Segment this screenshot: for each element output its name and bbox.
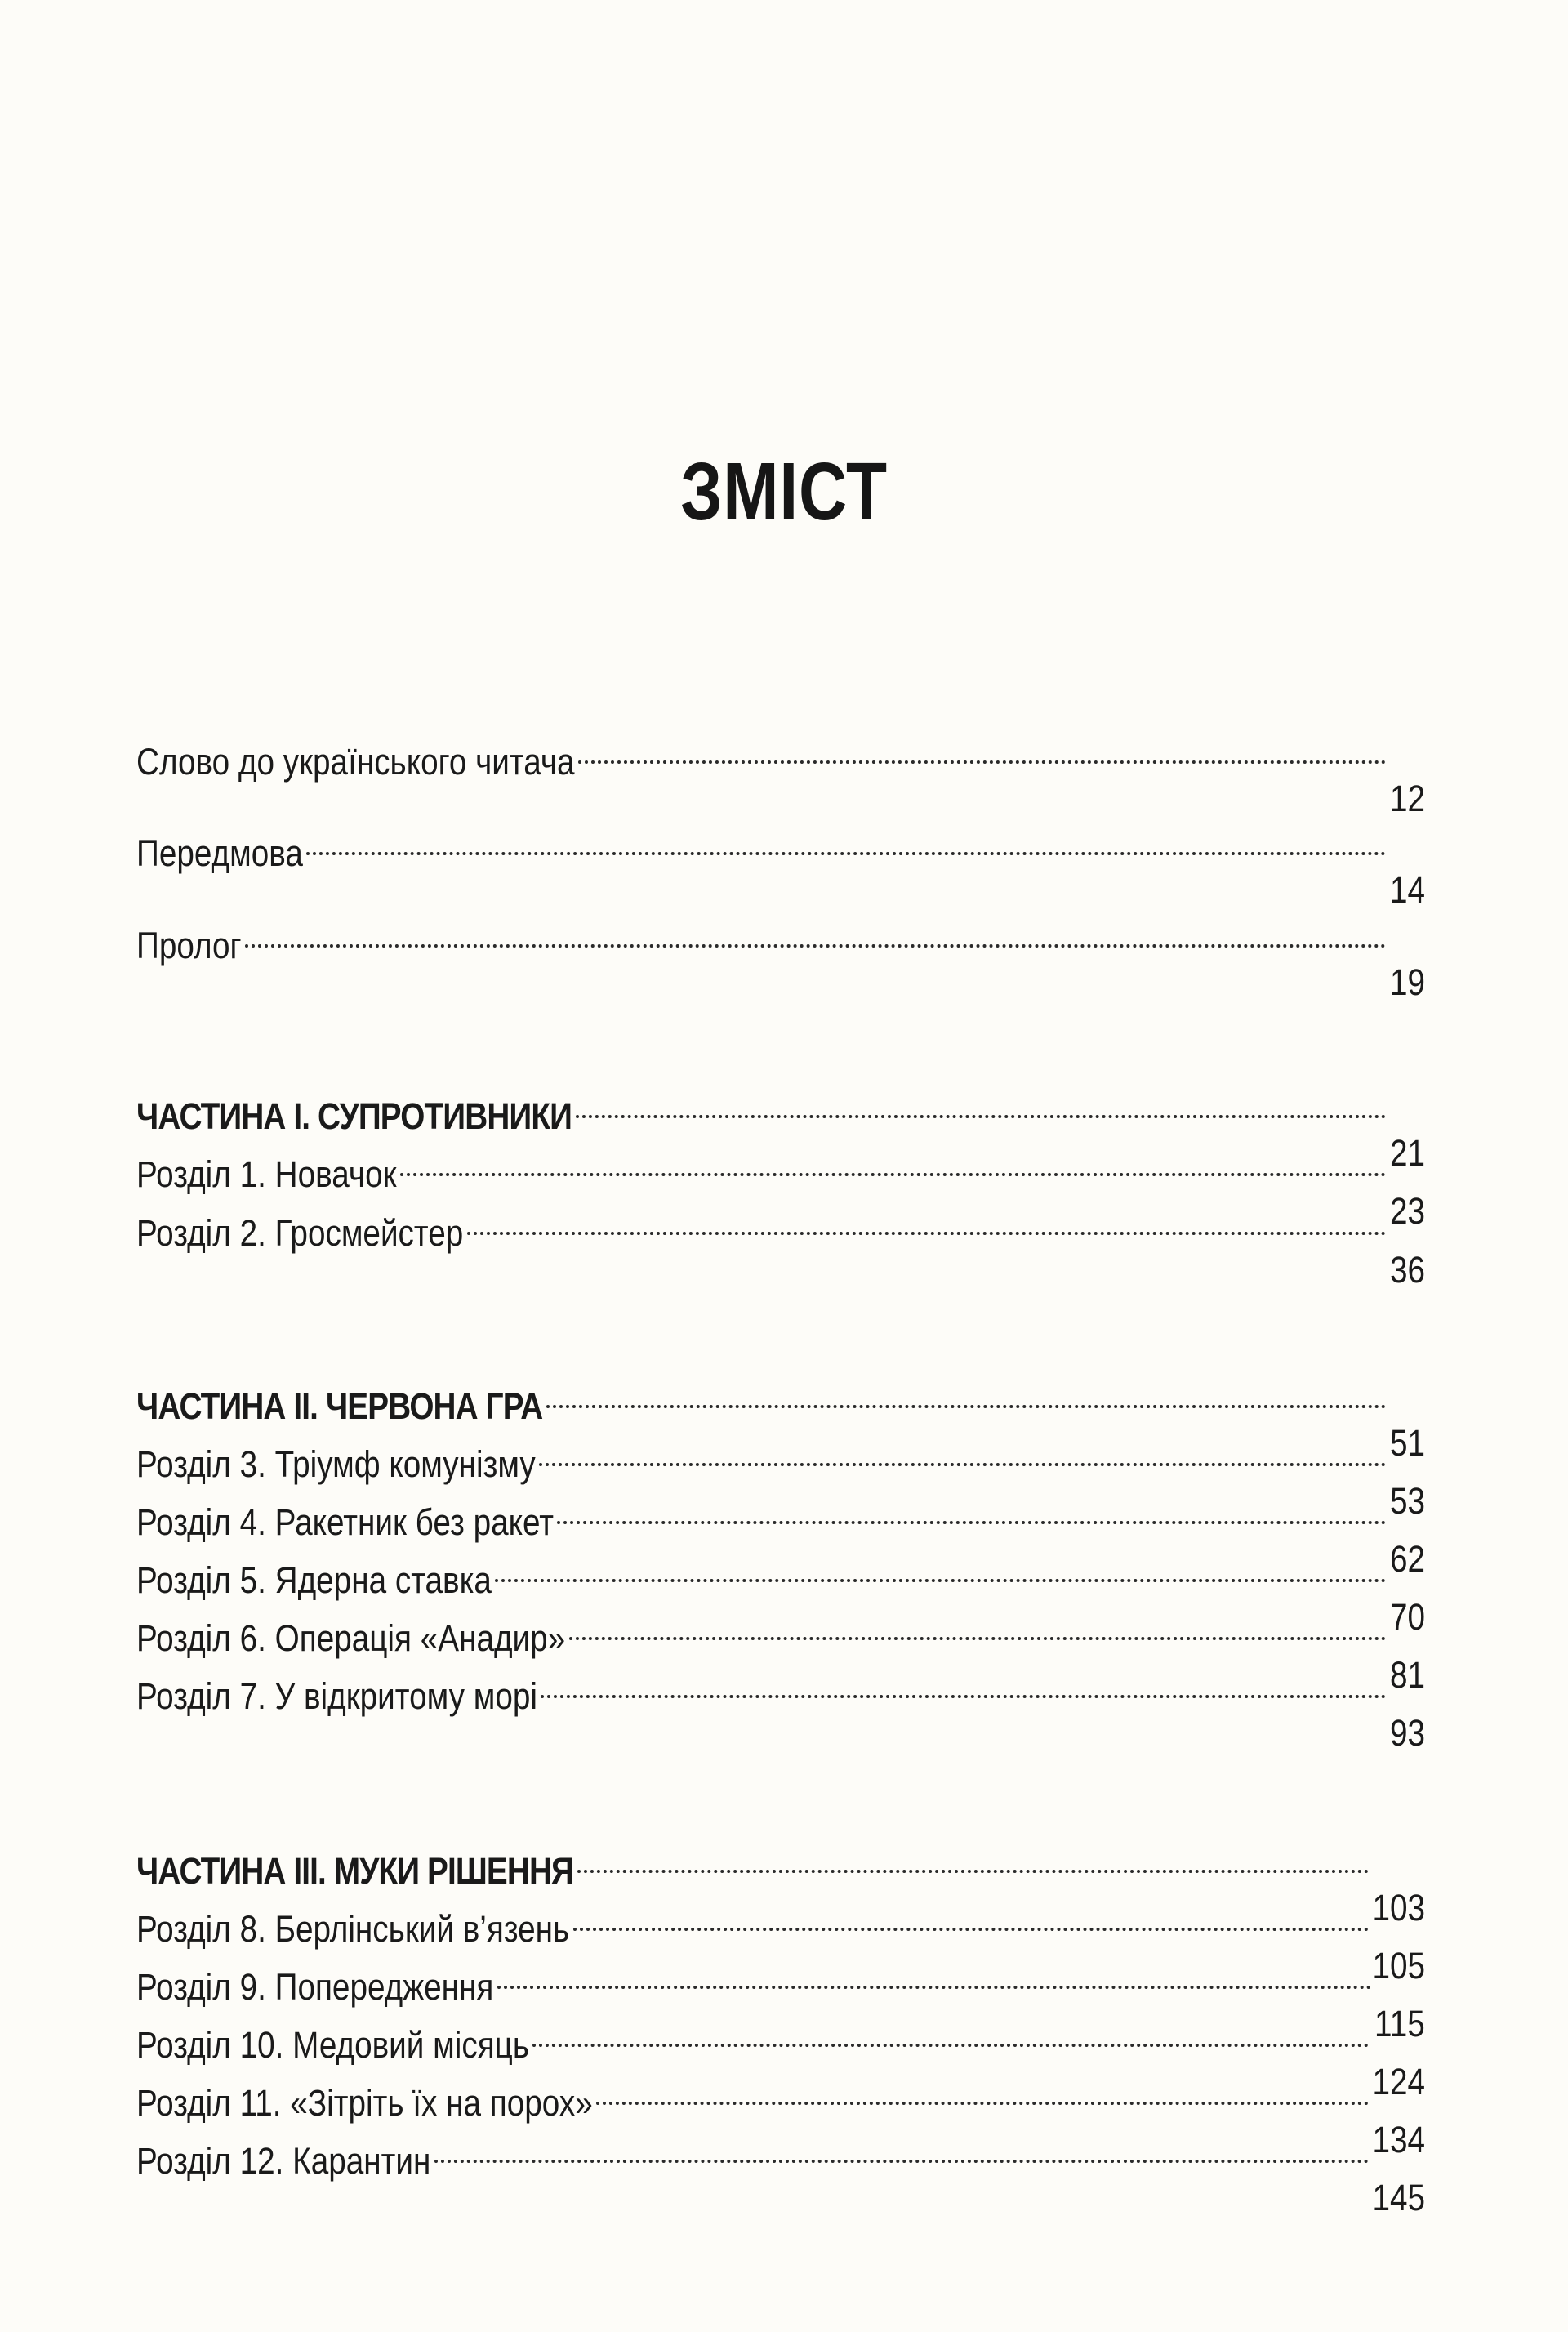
toc-part-title: ЧАСТИНА ІІ. ЧЕРВОНА ГРА xyxy=(136,1385,543,1427)
toc-entry-label: Розділ 5. Ядерна ставка xyxy=(136,1559,492,1601)
toc-entry-page: 115 xyxy=(1374,2003,1425,2044)
toc-chapter-10[interactable] xyxy=(136,2009,1425,2102)
toc-entry-label: Розділ 6. Операція «Анадир» xyxy=(136,1617,566,1659)
toc-entry-page: 14 xyxy=(1389,869,1425,911)
toc-entry-page: 23 xyxy=(1389,1190,1425,1232)
leader-dots xyxy=(539,1428,1386,1477)
toc-entry-page: 124 xyxy=(1372,2061,1425,2102)
toc-entry-label: Розділ 7. У відкритому морі xyxy=(136,1675,537,1717)
leader-dots xyxy=(434,2125,1369,2174)
toc-entry-label: Слово до українського читача xyxy=(136,741,575,783)
toc-entry-foreword-ukrainian[interactable] xyxy=(136,725,1425,819)
toc-entry-page: 19 xyxy=(1389,961,1425,1003)
toc-entry-page: 103 xyxy=(1372,1887,1425,1928)
toc-entry-page: 70 xyxy=(1389,1596,1425,1638)
leader-dots xyxy=(557,1486,1386,1535)
toc-entry-page: 53 xyxy=(1389,1480,1425,1522)
toc-entry-label: Розділ 10. Медовий місяць xyxy=(136,2024,529,2066)
leader-dots xyxy=(532,2009,1369,2058)
leader-dots xyxy=(546,1370,1386,1419)
toc-part-title: ЧАСТИНА І. СУПРОТИВНИКИ xyxy=(136,1095,572,1137)
toc-part-3[interactable] xyxy=(136,1835,1425,1928)
toc-chapter-11[interactable] xyxy=(136,2067,1425,2160)
toc-entry-page: 51 xyxy=(1389,1422,1425,1464)
toc-entry-page: 36 xyxy=(1389,1249,1425,1291)
leader-dots xyxy=(245,909,1386,958)
leader-dots xyxy=(569,1602,1386,1651)
leader-dots xyxy=(576,1080,1386,1129)
toc-entry-label: Розділ 12. Карантин xyxy=(136,2140,431,2182)
toc-entry-label: Розділ 4. Ракетник без ракет xyxy=(136,1501,554,1543)
leader-dots xyxy=(495,1544,1386,1593)
toc-entry-page: 145 xyxy=(1372,2177,1425,2218)
toc-entry-label: Пролог xyxy=(136,925,242,966)
toc-entry-page: 105 xyxy=(1372,1945,1425,1986)
leader-dots xyxy=(467,1197,1386,1246)
leader-dots xyxy=(577,1835,1369,1884)
toc-chapter-9[interactable] xyxy=(136,1951,1425,2044)
toc-entry-label: Розділ 11. «Зітріть їх на порох» xyxy=(136,2082,593,2124)
toc-chapter-12[interactable] xyxy=(136,2125,1425,2218)
leader-dots xyxy=(541,1660,1386,1709)
toc-chapter-8[interactable] xyxy=(136,1893,1425,1986)
toc-entry-label: Розділ 3. Тріумф комунізму xyxy=(136,1443,536,1485)
toc-entry-page: 93 xyxy=(1389,1712,1425,1754)
toc-chapter-7[interactable] xyxy=(136,1660,1425,1754)
toc-entry-label: Розділ 1. Новачок xyxy=(136,1153,397,1195)
toc-entry-page: 62 xyxy=(1389,1538,1425,1580)
toc-entry-prologue[interactable] xyxy=(136,909,1425,1003)
leader-dots xyxy=(596,2067,1369,2116)
leader-dots xyxy=(306,817,1386,866)
toc-entry-page: 134 xyxy=(1372,2119,1425,2160)
toc-entry-page: 12 xyxy=(1389,778,1425,819)
toc-part-title: ЧАСТИНА ІІІ. МУКИ РІШЕННЯ xyxy=(136,1850,574,1892)
toc-entry-label: Розділ 9. Попередження xyxy=(136,1966,494,2008)
leader-dots xyxy=(578,725,1386,774)
toc-entry-label: Розділ 8. Берлінський в’язень xyxy=(136,1908,570,1950)
toc-entry-label: Передмова xyxy=(136,832,303,874)
toc-entry-page: 81 xyxy=(1389,1654,1425,1696)
leader-dots xyxy=(400,1138,1386,1187)
page-title: ЗМІСТ xyxy=(680,446,888,537)
toc-entry-preface[interactable] xyxy=(136,817,1425,911)
toc-chapter-1[interactable] xyxy=(136,1138,1425,1232)
toc-entry-label: Розділ 2. Гросмейстер xyxy=(136,1212,464,1254)
toc-entry-page: 21 xyxy=(1389,1132,1425,1174)
leader-dots xyxy=(497,1951,1371,2000)
leader-dots xyxy=(573,1893,1369,1942)
toc-chapter-2[interactable] xyxy=(136,1197,1425,1291)
